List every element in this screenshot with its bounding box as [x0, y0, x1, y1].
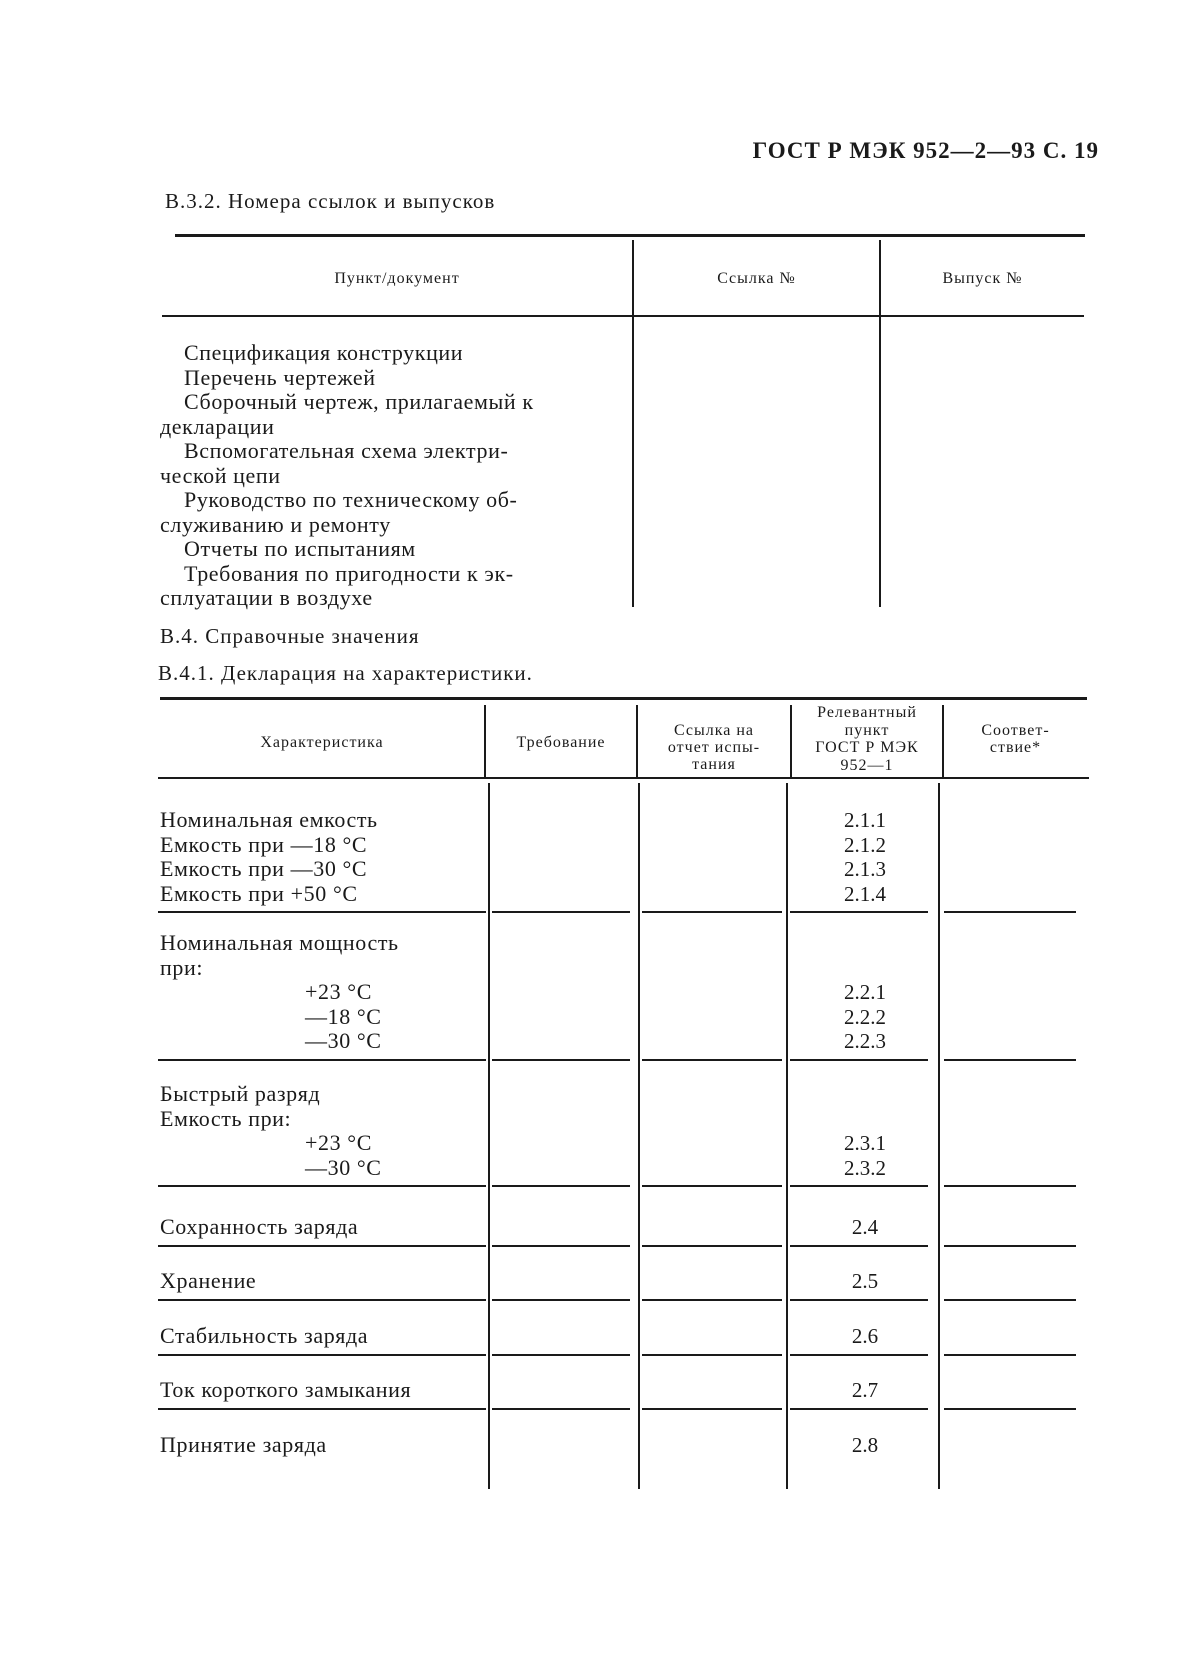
document-list-item: Сборочный чертеж, прилагаемый к — [184, 389, 534, 414]
characteristic-label: Стабильность заряда — [160, 1323, 369, 1348]
row-separator — [642, 1245, 782, 1247]
table1-col-divider-1 — [632, 240, 634, 607]
row-separator — [158, 911, 486, 913]
characteristic-label: Емкость при —30 °С — [160, 856, 368, 881]
row-separator — [158, 1245, 486, 1247]
row-separator — [944, 1354, 1076, 1356]
row-separator — [790, 1408, 928, 1410]
document-list-item: ческой цепи — [160, 462, 281, 488]
row-separator — [790, 1185, 928, 1187]
row-separator — [642, 1408, 782, 1410]
header-line: Соответ- — [981, 722, 1050, 739]
characteristic-label: Сохранность заряда — [160, 1214, 359, 1239]
clause-code: 2.1.1 — [844, 808, 886, 832]
row-separator — [944, 911, 1076, 913]
row-separator — [158, 1185, 486, 1187]
row-separator — [790, 1059, 928, 1061]
row-separator — [642, 1354, 782, 1356]
clause-code: 2.3.2 — [844, 1155, 886, 1180]
table2-header-report-ref — [638, 722, 790, 773]
row-separator — [790, 1354, 928, 1356]
document-list-item: Руководство по техническому об- — [184, 487, 518, 512]
characteristic-label: Емкость при +50 °С — [160, 880, 358, 906]
row-separator — [642, 1299, 782, 1301]
clause-code: 2.1.3 — [844, 857, 886, 881]
row-separator — [944, 1245, 1076, 1247]
table2-col-divider-3 — [786, 783, 788, 1489]
row-separator — [492, 1408, 630, 1410]
row-separator — [790, 1299, 928, 1301]
page-header: ГОСТ Р МЭК 952—2—93 С. 19 — [752, 138, 1099, 163]
document-list — [160, 341, 593, 611]
clause-code: 2.2.2 — [844, 1004, 886, 1029]
characteristic-label: Быстрый разряд — [160, 1081, 321, 1106]
section-b41-title: В.4.1. Декларация на характеристики. — [158, 661, 533, 685]
table2-header-characteristic: Характеристика — [260, 734, 384, 751]
row-separator — [158, 1059, 486, 1061]
document-list-item: декларации — [160, 413, 275, 439]
clause-code: 2.4 — [851, 1215, 879, 1239]
characteristic-label: —30 °С — [305, 1154, 382, 1180]
row-separator — [790, 911, 928, 913]
document-list-item: Перечень чертежей — [184, 364, 376, 390]
row-separator — [492, 1245, 630, 1247]
clause-code: 2.8 — [851, 1433, 879, 1457]
clause-code: 2.1.4 — [844, 881, 886, 906]
table2-col-divider-1 — [488, 783, 490, 1489]
table1-col-divider-2 — [879, 240, 881, 607]
document-list-item: Вспомогательная схема электри- — [184, 438, 509, 463]
row-separator — [158, 1354, 486, 1356]
row-separator — [492, 1185, 630, 1187]
document-list-item: сплуатации в воздухе — [160, 585, 373, 610]
row-separator — [158, 1299, 486, 1301]
table1-header-ref: Ссылка № — [717, 270, 796, 287]
characteristic-label: Емкость при: — [160, 1105, 292, 1131]
clause-code: 2.7 — [851, 1378, 879, 1402]
document-list-item: Отчеты по испытаниям — [184, 536, 416, 561]
header-line: тания — [692, 756, 736, 773]
document-list-item: Спецификация конструкции — [184, 340, 464, 365]
characteristic-label: Ток короткого замыкания — [160, 1377, 412, 1402]
clause-code: 2.2.1 — [844, 980, 886, 1004]
row-separator — [944, 1408, 1076, 1410]
row-separator — [492, 911, 630, 913]
characteristic-label: Номинальная емкость — [160, 807, 378, 832]
table2-header-relevant-clause — [792, 704, 942, 774]
row-separator — [642, 911, 782, 913]
header-line: ствие* — [989, 739, 1042, 756]
characteristic-label: —18 °С — [305, 1003, 382, 1029]
header-line: ГОСТ Р МЭК — [815, 739, 919, 756]
characteristic-label: +23 °С — [305, 979, 372, 1004]
header-line: пункт — [844, 721, 890, 739]
clause-code: 2.5 — [851, 1269, 879, 1293]
row-separator — [492, 1059, 630, 1061]
row-separator — [492, 1354, 630, 1356]
header-line: Ссылка на — [674, 722, 754, 739]
table1-top-rule — [175, 234, 1085, 237]
header-line: 952—1 — [840, 756, 894, 774]
characteristic-label: Номинальная мощность — [160, 930, 399, 955]
table2-header-conformity — [944, 722, 1087, 756]
characteristic-label: —30 °С — [305, 1028, 382, 1053]
table1-header-rule — [162, 315, 1084, 317]
characteristic-label: при: — [160, 954, 204, 980]
table2-header-rule — [158, 777, 1089, 779]
row-separator — [642, 1059, 782, 1061]
table2-top-rule — [160, 697, 1087, 700]
table2-col-divider-2 — [638, 783, 640, 1489]
row-separator — [944, 1185, 1076, 1187]
characteristic-label: +23 °С — [305, 1130, 372, 1155]
characteristic-label: Принятие заряда — [160, 1432, 327, 1457]
row-separator — [158, 1408, 486, 1410]
clause-code: 2.2.3 — [844, 1029, 886, 1053]
row-separator — [642, 1185, 782, 1187]
document-list-item: служиванию и ремонту — [160, 511, 391, 537]
characteristic-label: Емкость при —18 °С — [160, 831, 368, 857]
header-line: Релевантный — [817, 704, 917, 721]
table2-header-requirement: Требование — [516, 734, 606, 751]
row-separator — [944, 1299, 1076, 1301]
document-list-item: Требования по пригодности к эк- — [184, 560, 514, 586]
clause-code: 2.1.2 — [844, 832, 886, 857]
section-b4-title: В.4. Справочные значения — [160, 624, 420, 648]
table1-header-issue: Выпуск № — [942, 270, 1023, 287]
row-separator — [492, 1299, 630, 1301]
row-separator — [944, 1059, 1076, 1061]
characteristic-label: Хранение — [160, 1268, 257, 1293]
row-separator — [790, 1245, 928, 1247]
section-b32-title: В.3.2. Номера ссылок и выпусков — [165, 189, 496, 213]
clause-code: 2.3.1 — [844, 1131, 886, 1155]
table2-col-divider-4 — [938, 783, 940, 1489]
table1-header-item: Пункт/документ — [334, 270, 460, 287]
header-line: отчет испы- — [667, 739, 761, 756]
clause-code: 2.6 — [851, 1324, 879, 1348]
